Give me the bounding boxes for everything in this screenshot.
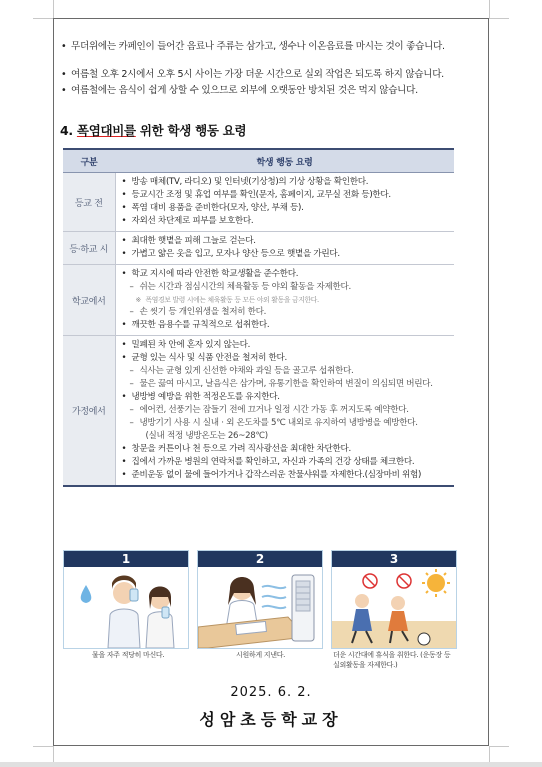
dash-mark: – — [129, 418, 134, 428]
illustration-panel-3 — [331, 550, 457, 649]
guideline-text: 깨끗한 음용수를 규칙적으로 섭취한다. — [131, 320, 270, 330]
guideline-item — [116, 319, 455, 332]
table-row — [63, 336, 454, 487]
row-guidelines — [115, 173, 454, 232]
drinking-water-illustration — [64, 567, 188, 648]
bullet-dot: • — [121, 236, 127, 246]
guideline-item — [116, 378, 455, 391]
row-category: 등·하교 시 — [63, 232, 115, 265]
guideline-text: 준비운동 없이 물에 들어가거나 갑작스러운 찬물샤워를 자제한다.(심장마비 위험) — [131, 470, 422, 480]
illustration-panel-2 — [197, 550, 323, 649]
guideline-text: 폭염경보 발령 시에는 체육활동 등 모든 야외 활동을 금지한다. — [145, 296, 319, 304]
bullet-dot: • — [121, 340, 127, 350]
guideline-item — [116, 339, 455, 352]
bullet-dot: • — [121, 216, 127, 226]
dash-mark: – — [129, 405, 134, 415]
guideline-text: 가볍고 얇은 옷을 입고, 모자나 양산 등으로 햇볕을 가린다. — [131, 249, 340, 259]
row-guidelines — [115, 265, 454, 336]
row-category: 가정에서 — [63, 336, 115, 487]
bullet-dot: • — [121, 392, 127, 402]
bullet-dot: • — [61, 85, 67, 96]
guideline-text: 물은 끓여 마시고, 날음식은 삼가며, 유통기한을 확인하여 변질이 의심되면 버린다. — [139, 379, 433, 389]
table-row — [63, 265, 454, 336]
guideline-item — [116, 268, 455, 281]
guideline-item — [116, 391, 455, 404]
note-mark: ※ — [135, 296, 141, 304]
panel-number: 3 — [332, 551, 456, 567]
bullet-dot: • — [121, 353, 127, 363]
bullet-dot: • — [121, 457, 127, 467]
guideline-text: 최대한 햇볕을 피해 그늘로 걷는다. — [131, 236, 256, 246]
guideline-text: 냉방기기 사용 시 실내 · 외 온도차를 5℃ 내외로 유지하여 냉방병을 예방한다. — [139, 418, 418, 428]
section-title-rest: 위한 학생 행동 요령 — [135, 123, 247, 138]
school-principal-signature: 성암초등학교장 — [199, 710, 343, 729]
row-category: 등교 전 — [63, 173, 115, 232]
guideline-item — [116, 235, 455, 248]
table-header-category: 구분 — [63, 149, 115, 173]
guideline-item — [116, 365, 455, 378]
illustration-caption-1: 물을 자주 적당히 마신다. — [92, 651, 165, 659]
guideline-text: 에어컨, 선풍기는 잠들기 전에 끄거나 일정 시간 가동 후 꺼지도록 예약한다. — [139, 405, 409, 415]
guideline-item — [116, 306, 455, 319]
dash-mark: – — [129, 282, 134, 292]
guideline-text: 등교시간 조정 및 휴업 여부를 확인(문자, 홈페이지, 교무실 전화 등)한다. — [131, 190, 391, 200]
intro-bullet-text: 여름철 오후 2시에서 오후 5시 사이는 가장 더운 시간으로 실외 작업은 되도록 하지 않습니다. — [71, 69, 444, 80]
guideline-text: 균형 있는 식사 및 식품 안전을 철저히 한다. — [131, 353, 287, 363]
guideline-text: 학교 지시에 따라 안전한 학교생활을 준수한다. — [131, 269, 299, 279]
guideline-text: 자외선 차단제로 피부를 보호한다. — [131, 216, 254, 226]
guideline-text: 집에서 가까운 병원의 연락처를 확인하고, 자신과 가족의 건강 상태를 체크한다. — [131, 457, 415, 467]
guideline-text: 방송 매체(TV, 라디오) 및 인터넷(기상청)의 기상 상황을 확인한다. — [131, 177, 369, 187]
guideline-text: (실내 적정 냉방온도는 26~28℃) — [145, 431, 268, 441]
guideline-item — [116, 456, 455, 469]
intro-bullet-2 — [61, 68, 485, 82]
illustration-caption-3: 더운 시간대에 휴식을 취한다. (운동장 등 실외활동을 자제한다.) — [333, 651, 451, 669]
dash-mark: – — [129, 379, 134, 389]
sun-icon — [427, 574, 445, 592]
bullet-dot: • — [121, 190, 127, 200]
row-guidelines — [115, 232, 454, 265]
guideline-text: 창문을 커튼이나 천 등으로 가려 직사광선을 최대한 차단한다. — [131, 444, 351, 454]
section-title-underlined: 폭염대비를 — [76, 123, 136, 138]
row-category: 학교에서 — [63, 265, 115, 336]
water-drop-icon — [81, 585, 92, 603]
page-guide-top-left-v — [53, 0, 54, 18]
guideline-text: 쉬는 시간과 점심시간의 체육활동 등 야외 활동을 자제한다. — [139, 282, 351, 292]
section-title — [60, 121, 246, 139]
intro-bullet-1 — [61, 40, 485, 68]
guideline-text: 밀폐된 차 안에 혼자 있지 않는다. — [131, 340, 251, 350]
bullet-dot: • — [121, 470, 127, 480]
guideline-item — [116, 430, 455, 443]
bullet-dot: • — [121, 203, 127, 213]
bottom-page-edge — [0, 762, 542, 767]
guideline-text: 폭염 대비 용품을 준비한다(모자, 양산, 부채 등). — [131, 203, 304, 213]
rest-in-heat-illustration — [332, 567, 456, 648]
intro-bullet-3 — [61, 84, 485, 98]
panel-number: 1 — [64, 551, 188, 567]
table-header-guidelines: 학생 행동 요령 — [115, 149, 454, 173]
guideline-item — [116, 202, 455, 215]
guideline-text: 손 씻기 등 개인위생을 철저히 한다. — [139, 307, 267, 317]
guideline-item — [116, 469, 455, 482]
illustration-caption-2: 시원하게 지낸다. — [236, 651, 286, 659]
row-guidelines — [115, 336, 454, 487]
intro-bullet-text: 무더위에는 카페인이 들어간 음료나 주류는 삼가고, 생수나 이온음료를 마시는 것이 좋습니다. — [71, 41, 445, 52]
table-row — [63, 173, 454, 232]
guideline-item — [116, 404, 455, 417]
soccer-ball-icon — [418, 633, 430, 645]
guideline-item — [116, 176, 455, 189]
bullet-dot: • — [61, 41, 67, 52]
page-guide-bottom-left-h — [33, 746, 53, 747]
panel-number: 2 — [198, 551, 322, 567]
section-number: 4. — [60, 123, 73, 138]
illustration-panel-1 — [63, 550, 189, 649]
page-guide-top-right-h — [489, 18, 509, 19]
guideline-item — [116, 189, 455, 202]
guideline-item — [116, 417, 455, 430]
page-guide-top-left-h — [33, 18, 53, 19]
guideline-text: 식사는 균형 있게 신선한 야채와 과일 등을 골고루 섭취한다. — [139, 366, 354, 376]
document-date: 2025. 6. 2. — [230, 685, 312, 700]
page-guide-bottom-right-h — [489, 746, 509, 747]
bullet-dot: • — [121, 177, 127, 187]
dash-mark: – — [129, 366, 134, 376]
page-guide-top-right-v — [489, 0, 490, 18]
bullet-dot: • — [121, 444, 127, 454]
dash-mark: – — [129, 307, 134, 317]
table-row — [63, 232, 454, 265]
bullet-dot: • — [121, 249, 127, 259]
guideline-item — [116, 281, 455, 294]
bullet-dot: • — [61, 69, 67, 80]
guideline-item — [116, 352, 455, 365]
guideline-item — [116, 215, 455, 228]
intro-bullet-text: 여름철에는 음식이 쉽게 상할 수 있으므로 외부에 오랫동안 방치된 것은 먹지 않습니다. — [71, 85, 418, 96]
table-header-row — [63, 149, 454, 173]
guideline-item — [116, 294, 455, 306]
guideline-item — [116, 443, 455, 456]
keeping-cool-illustration — [198, 567, 322, 648]
student-action-table — [63, 148, 454, 487]
bullet-dot: • — [121, 269, 127, 279]
bullet-dot: • — [121, 320, 127, 330]
guideline-item — [116, 248, 455, 261]
guideline-text: 냉방병 예방을 위한 적정온도를 유지한다. — [131, 392, 280, 402]
